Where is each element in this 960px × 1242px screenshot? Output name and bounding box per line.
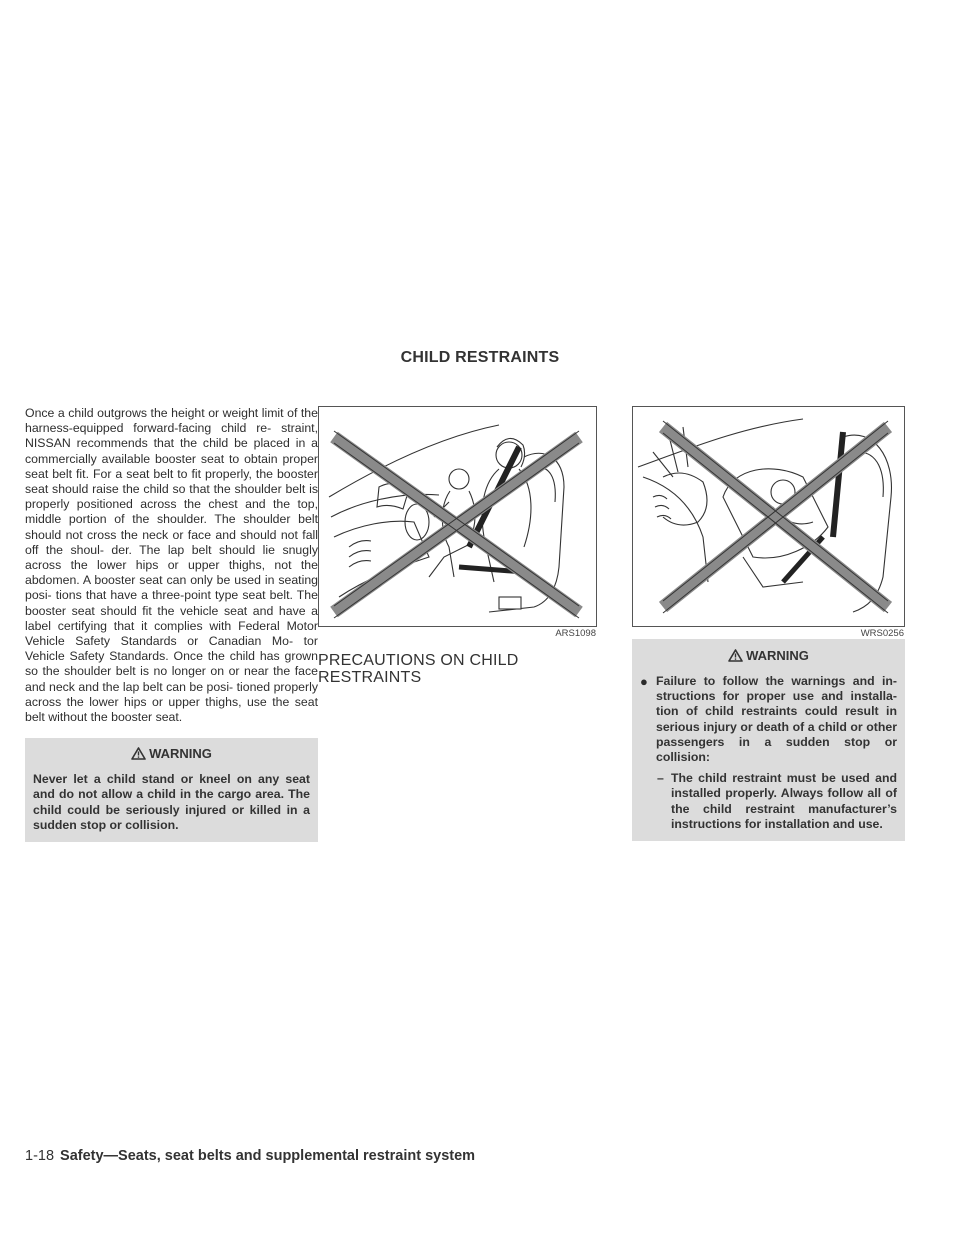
chapter-title: Safety—Seats, seat belts and supplemental restraint system [60, 1148, 476, 1164]
warning-label: WARNING [746, 648, 809, 663]
warning-dash-text: The child restraint must be used and installed properly. Always follow all of the child restraint manufacturer’s instructions for installation and use. [671, 771, 897, 831]
warning-dash-item [640, 771, 897, 832]
bullet-icon: ● [640, 674, 648, 689]
figure-child-standing-in-front-seat [318, 406, 597, 639]
section-title: CHILD RESTRAINTS [400, 349, 560, 366]
page-number: 1-18 [25, 1148, 55, 1164]
column-left [25, 406, 318, 842]
warning-bullet-text: Failure to follow the warnings and in- structions for proper use and installa- tion of child restraints could result in serious injury or death of a child or other passengers in a sudden stop or collision: [656, 674, 897, 765]
warning-bullet-item [640, 674, 897, 765]
warning-box-left [25, 738, 318, 842]
column-right [632, 406, 905, 841]
booster-seat-paragraph: Once a child outgrows the height or weight limit of the harness-equipped forward-facing child re- straint, NISSAN recommends that the child be placed in a commercially available booster seat to obtain proper seat belt fit. For a seat belt to fit properly, the booster seat should raise the child so that the shoulder belt is properly positioned across the chest and the top, middle portion of the shoulder. The shoulder belt should not cross the neck or face and should not fall off the shoul- der. The lap belt should lie snugly across the lower hips or upper thighs, not the abdomen. A booster seat can only be used in seating posi- tions that have a three-point type seat belt. The booster seat should fit the vehicle seat and have a label certifying that it complies with Federal Motor Vehicle Safety Standards or Canadian Mo- tor Vehicle Safety Standards. Once the child has grown so the shoulder belt is no longer on or near the face and neck and the lap belt can be posi- tioned properly across the lower hips or upper thighs, use the seat belt without the booster seat. [25, 406, 318, 725]
warning-label: WARNING [149, 746, 212, 762]
warning-header [640, 648, 897, 663]
precautions-heading: PRECAUTIONS ON CHILD RESTRAINTS [318, 652, 519, 686]
column-middle [318, 406, 611, 686]
child-standing-illustration [319, 407, 596, 626]
page-footer [25, 1148, 475, 1164]
figure-code: ARS1098 [555, 628, 596, 639]
warning-header [33, 746, 310, 761]
warning-triangle-icon [131, 747, 146, 760]
warning-box-right [632, 639, 905, 841]
figure-code: WRS0256 [860, 628, 904, 639]
dash-icon: – [657, 771, 664, 786]
warning-triangle-icon [728, 649, 743, 662]
figure-rear-facing-restraint-front-seat [632, 406, 905, 639]
airbag-child-restraint-illustration [633, 407, 904, 626]
warning-text: Never let a child stand or kneel on any seat and do not allow a child in the cargo area. The child could be seriously injured or killed in a sudden stop or collision. [33, 772, 310, 832]
